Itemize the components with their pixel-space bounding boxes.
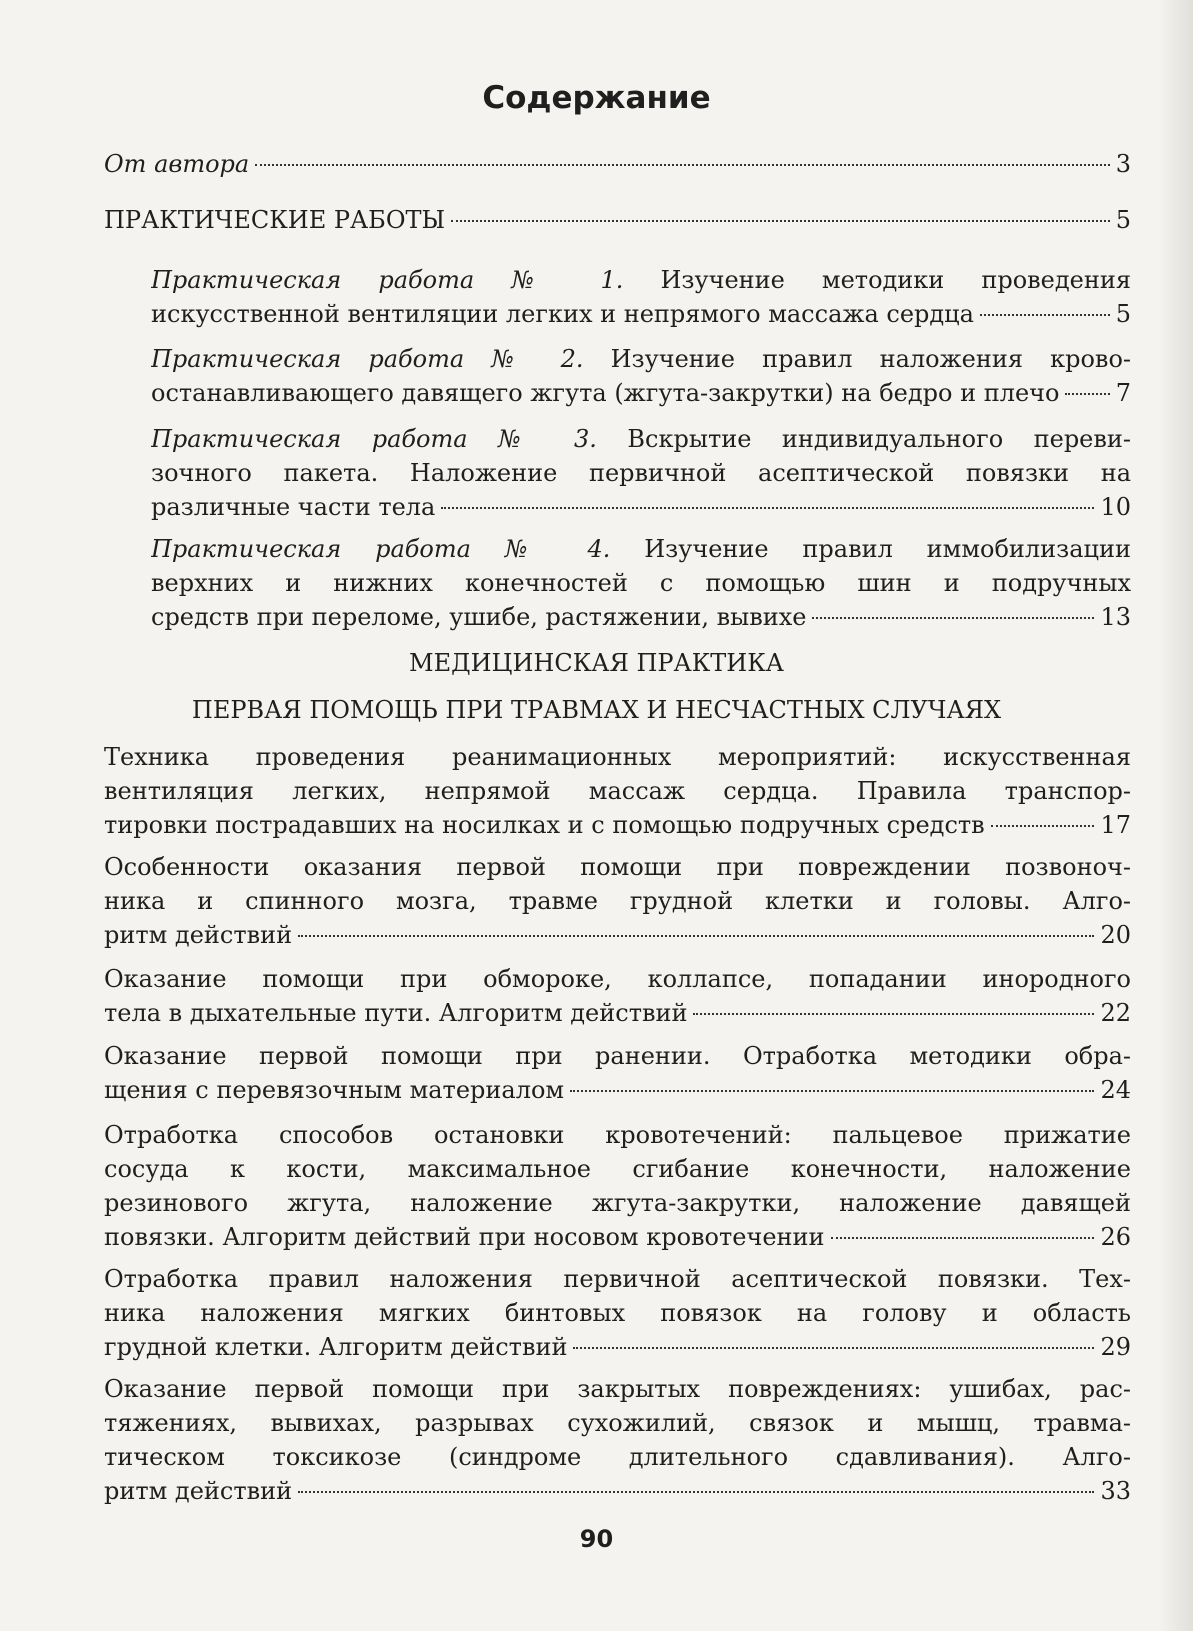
toc-page-number: 5 bbox=[1115, 300, 1131, 328]
toc-line: ника и спинного мозга, травме грудной клетки и головы. Алго- bbox=[104, 887, 1131, 915]
toc-entry-text: останавливающего давящего жгута (жгута-закрутки) на бедро и плечо bbox=[151, 379, 1060, 407]
toc-page-number: 5 bbox=[1115, 206, 1131, 234]
toc-page-number: 24 bbox=[1100, 1076, 1131, 1104]
toc-line: Особенности оказания первой помощи при повреждении позвоноч- bbox=[104, 853, 1131, 881]
toc-line bbox=[104, 996, 1131, 1030]
toc-page-number: 13 bbox=[1100, 603, 1131, 631]
toc-entry-text: различные части тела bbox=[151, 493, 436, 521]
toc-line bbox=[104, 1073, 1131, 1107]
toc-entry-text: тела в дыхательные пути. Алгоритм действий bbox=[104, 999, 688, 1027]
toc-line bbox=[104, 147, 1131, 181]
toc-line bbox=[151, 376, 1131, 410]
section-heading-first-aid: ПЕРВАЯ ПОМОЩЬ ПРИ ТРАВМАХ И НЕСЧАСТНЫХ СЛУЧАЯХ bbox=[191, 696, 1002, 724]
dot-leader bbox=[831, 1237, 1095, 1239]
dot-leader bbox=[255, 164, 1110, 166]
toc-line: зочного пакета. Наложение первичной асептической повязки на bbox=[151, 459, 1131, 487]
toc-entry-topic-4 bbox=[104, 1039, 1131, 1107]
toc-entry-topic-5 bbox=[104, 1118, 1131, 1254]
dot-leader bbox=[298, 935, 1094, 937]
dot-leader bbox=[693, 1013, 1094, 1015]
dot-leader bbox=[441, 507, 1094, 509]
toc-entry-text: щения с перевязочным материалом bbox=[104, 1076, 565, 1104]
toc-line bbox=[151, 422, 1131, 456]
toc-line: ника наложения мягких бинтовых повязок на голову и область bbox=[104, 1299, 1131, 1327]
toc-page-number: 33 bbox=[1100, 1477, 1131, 1505]
toc-line: Оказание первой помощи при закрытых повреждениях: ушибах, рас- bbox=[104, 1375, 1131, 1403]
section-heading-medical-practice: МЕДИЦИНСКАЯ ПРАКТИКА bbox=[409, 649, 784, 677]
toc-line: Оказание помощи при обмороке, коллапсе, попадании инородного bbox=[104, 965, 1131, 993]
dot-leader bbox=[451, 220, 1110, 222]
toc-line bbox=[104, 918, 1131, 952]
toc-entry-text: Изучение методики проведения bbox=[660, 266, 1131, 294]
practical-work-label: Практическая работа № 3. bbox=[151, 425, 597, 453]
toc-page-number: 17 bbox=[1100, 811, 1131, 839]
toc-entry-text: Изучение правил наложения крово- bbox=[610, 345, 1131, 373]
page-title: Содержание bbox=[482, 80, 711, 116]
dot-leader bbox=[1065, 393, 1109, 395]
toc-line bbox=[151, 600, 1131, 634]
toc-line bbox=[104, 203, 1131, 237]
toc-entry-text: грудной клетки. Алгоритм действий bbox=[104, 1333, 568, 1361]
toc-entry-text: Изучение правил иммобилизации bbox=[644, 535, 1131, 563]
toc-line: верхних и нижних конечностей с помощью шин и подручных bbox=[151, 569, 1131, 597]
toc-entry-text: средств при переломе, ушибе, растяжении, вывихе bbox=[151, 603, 807, 631]
page-edge-shadow bbox=[1159, 0, 1193, 1631]
toc-line: Отработка способов остановки кровотечений: пальцевое прижатие bbox=[104, 1121, 1131, 1149]
toc-entry-practical-4 bbox=[151, 532, 1131, 634]
toc-entry-topic-3 bbox=[104, 962, 1131, 1030]
toc-line bbox=[104, 1474, 1131, 1508]
toc-line bbox=[151, 297, 1131, 331]
toc-entry-text: ритм действий bbox=[104, 1477, 293, 1505]
toc-page-number: 29 bbox=[1100, 1333, 1131, 1361]
toc-line: тическом токсикозе (синдроме длительного сдавливания). Алго- bbox=[104, 1443, 1131, 1471]
toc-line bbox=[151, 263, 1131, 297]
toc-line bbox=[104, 1220, 1131, 1254]
practical-work-label: Практическая работа № 4. bbox=[151, 535, 611, 563]
dot-leader bbox=[573, 1347, 1094, 1349]
toc-entry-topic-1 bbox=[104, 740, 1131, 842]
toc-entry-text: Вскрытие индивидуального переви- bbox=[627, 425, 1131, 453]
practical-work-label: Практическая работа № 2. bbox=[151, 345, 584, 373]
toc-line: сосуда к кости, максимальное сгибание конечности, наложение bbox=[104, 1155, 1131, 1183]
toc-line bbox=[151, 342, 1131, 376]
toc-entry-practical-3 bbox=[151, 422, 1131, 524]
dot-leader bbox=[812, 617, 1094, 619]
toc-line: вентиляция легких, непрямой массаж сердца. Правила транспор- bbox=[104, 777, 1131, 805]
toc-entry-topic-2 bbox=[104, 850, 1131, 952]
toc-page-number: 10 bbox=[1100, 493, 1131, 521]
toc-line bbox=[104, 808, 1131, 842]
toc-entry-author bbox=[104, 147, 1131, 181]
practical-work-label: Практическая работа № 1. bbox=[151, 266, 624, 294]
toc-line bbox=[151, 532, 1131, 566]
toc-page-number: 22 bbox=[1100, 999, 1131, 1027]
toc-line: тяжениях, вывихах, разрывах сухожилий, связок и мышц, травма- bbox=[104, 1409, 1131, 1437]
toc-page-number: 7 bbox=[1115, 379, 1131, 407]
toc-entry-topic-7 bbox=[104, 1372, 1131, 1508]
toc-line bbox=[151, 490, 1131, 524]
dot-leader bbox=[980, 314, 1110, 316]
toc-entry-practical-1 bbox=[151, 263, 1131, 331]
dot-leader bbox=[298, 1491, 1094, 1493]
dot-leader bbox=[570, 1090, 1094, 1092]
toc-line: резинового жгута, наложение жгута-закрутки, наложение давящей bbox=[104, 1189, 1131, 1217]
toc-entry-text: искусственной вентиляции легких и непрямого массажа сердца bbox=[151, 300, 974, 328]
toc-entry-text: тировки пострадавших на носилках и с помощью подручных средств bbox=[104, 811, 985, 839]
toc-line bbox=[104, 1330, 1131, 1364]
page-number: 90 bbox=[579, 1525, 614, 1553]
toc-line: Оказание первой помощи при ранении. Отработка методики обра- bbox=[104, 1042, 1131, 1070]
toc-entry-text: повязки. Алгоритм действий при носовом кровотечении bbox=[104, 1223, 825, 1251]
toc-page-number: 26 bbox=[1100, 1223, 1131, 1251]
toc-page-number: 3 bbox=[1115, 150, 1131, 178]
toc-section-practical bbox=[104, 203, 1131, 237]
toc-entry-practical-2 bbox=[151, 342, 1131, 410]
toc-line: Техника проведения реанимационных мероприятий: искусственная bbox=[104, 743, 1131, 771]
toc-entry-topic-6 bbox=[104, 1262, 1131, 1364]
toc-line: Отработка правил наложения первичной асептической повязки. Тех- bbox=[104, 1265, 1131, 1293]
toc-entry-text: От автора bbox=[104, 150, 250, 178]
toc-entry-text: ритм действий bbox=[104, 921, 293, 949]
toc-page-number: 20 bbox=[1100, 921, 1131, 949]
toc-section-text: ПРАКТИЧЕСКИЕ РАБОТЫ bbox=[104, 206, 446, 234]
dot-leader bbox=[991, 825, 1095, 827]
